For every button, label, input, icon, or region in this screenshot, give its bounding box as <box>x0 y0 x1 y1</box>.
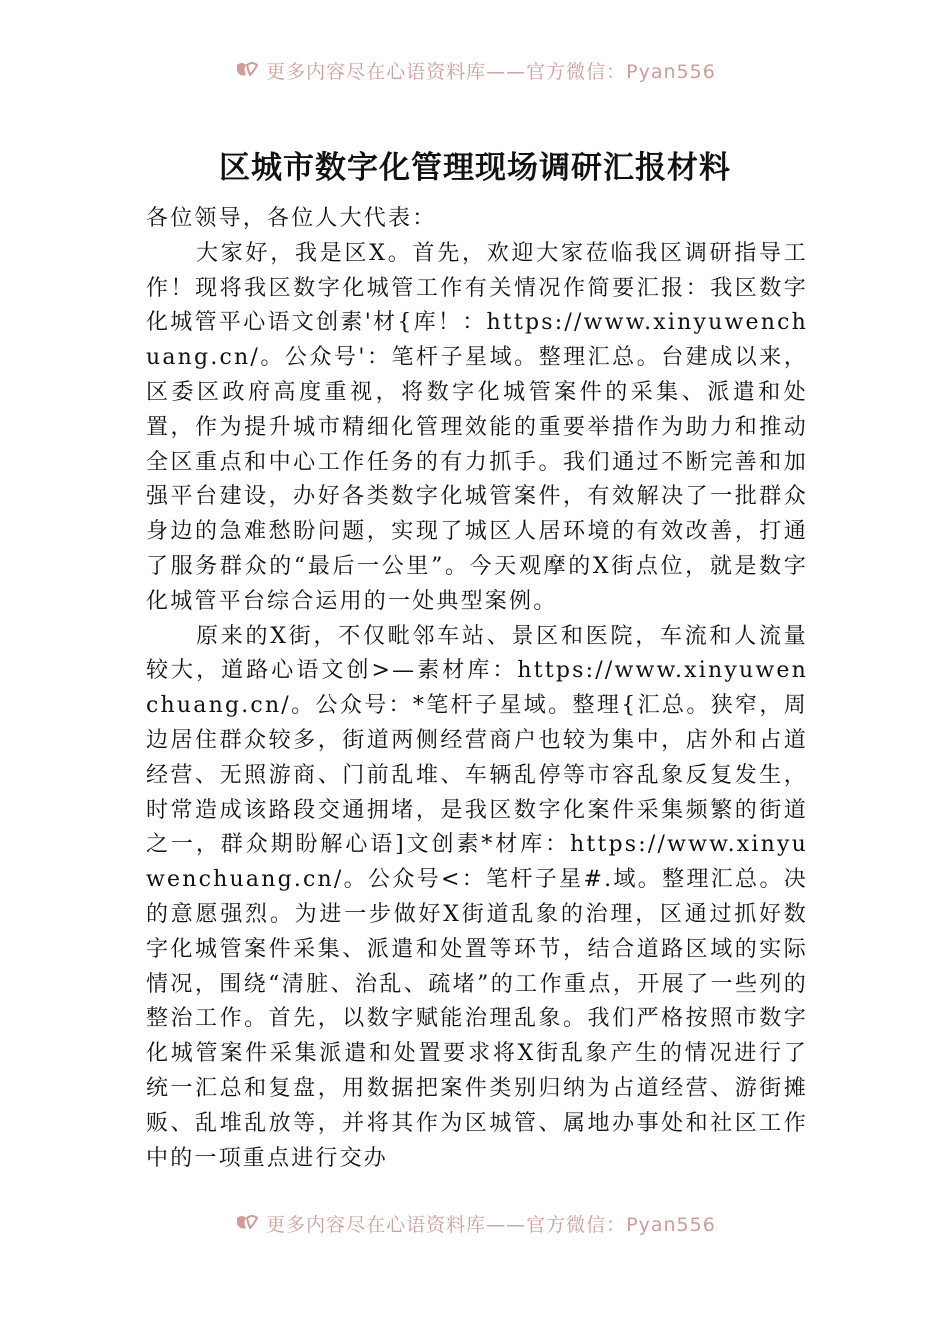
watermark-header <box>0 55 950 85</box>
salutation-paragraph: 各位领导，各位人大代表： <box>146 206 437 231</box>
watermark-text: 更多内容尽在心语资料库——官方微信：Pyan556 <box>266 1213 716 1236</box>
watermark-text: 更多内容尽在心语资料库——官方微信：Pyan556 <box>266 60 716 83</box>
case-paragraph: 原来的X街，不仅毗邻车站、景区和医院，车流和人流量较大，道路心语文创>—素材库：https://www.xinyuwenchuang.cn/。公众号：*笔杆子星域。整理{汇总。狭窄，周边居住群众较多，街道两侧经营商户也较为集中，店外和占道经营、无照游商、门前乱堆、车辆乱停等市容乱象反复发生，时常造成该路段交通拥堵，是我区数字化案件采集频繁的街道之一，群众期盼解心语]文创素*材库：https://www.xinyuwenchuang.cn/。公众号<：笔杆子星#.域。整理汇总。决的意愿强烈。为进一步做好X街道乱象的治理，区通过抓好数字化城管案件采集、派遣和处置等环节，结合道路区域的实际情况，围绕“清脏、治乱、疏堵”的工作重点，开展了一些列的整治工作。首先，以数字赋能治理乱象。我们严格按照市数字化城管案件采集派遣和处置要求将X街乱象产生的情况进行了统一汇总和复盘，用数据把案件类别归纳为占道经营、游街摊贩、乱堆乱放等，并将其作为区城管、属地办事处和社区工作中的一项重点进行交办 <box>146 623 808 1171</box>
watermark-footer <box>0 1208 950 1238</box>
document-body <box>146 202 808 1176</box>
logo-icon <box>234 1212 260 1234</box>
document-title: 区城市数字化管理现场调研汇报材料 <box>219 150 731 186</box>
logo-icon <box>234 59 260 81</box>
intro-paragraph: 大家好，我是区X。首先，欢迎大家莅临我区调研指导工作！现将我区数字化城管工作有关情况作简要汇报：我区数字化城管平心语文创素'材{库！：https://www.xinyuwenchuang.cn/。公众号'：笔杆子星域。整理汇总。台建成以来，区委区政府高度重视，将数字化城管案件的采集、派遣和处置，作为提升城市精细化管理效能的重要举措作为助力和推动全区重点和中心工作任务的有力抓手。我们通过不断完善和加强平台建设，办好各类数字化城管案件，有效解决了一批群众身边的急难愁盼问题，实现了城区人居环境的有效改善，打通了服务群众的“最后一公里”。今天观摩的X街点位，就是数字化城管平台综合运用的一处典型案例。 <box>146 240 808 614</box>
